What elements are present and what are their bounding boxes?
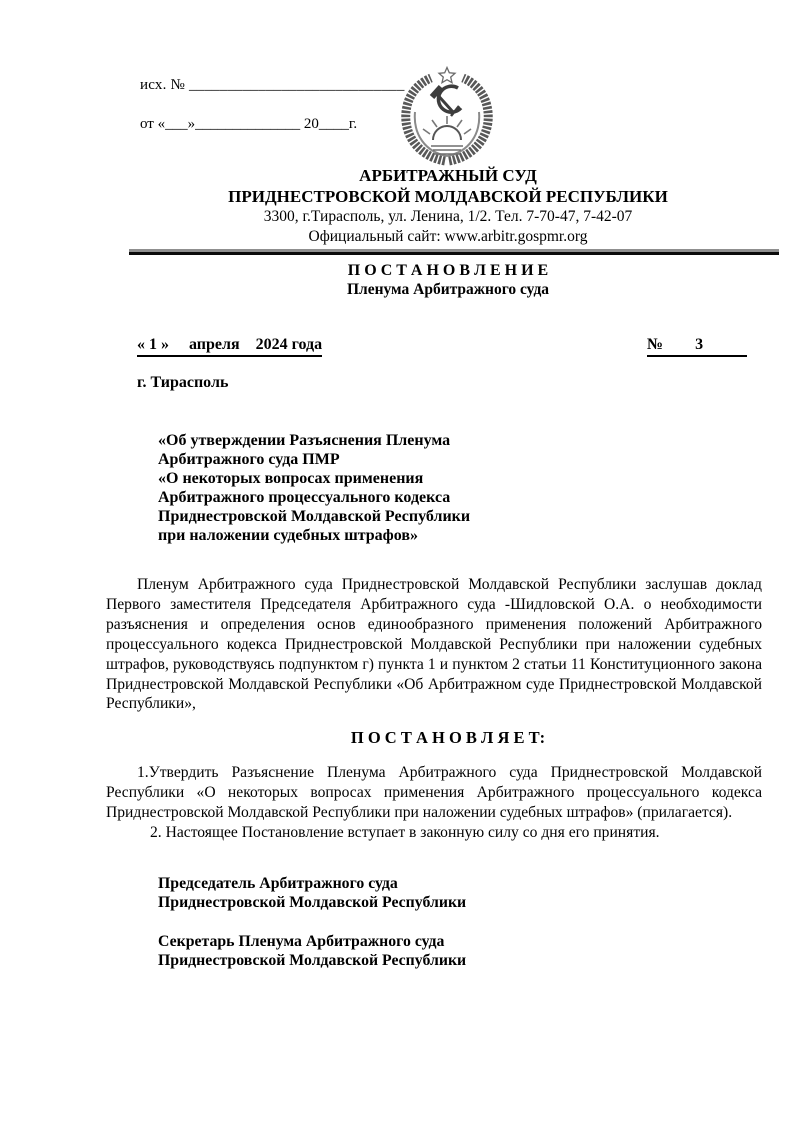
document-number: № 3 bbox=[647, 336, 747, 357]
preamble-paragraph: Пленум Арбитражного суда Приднестровской Молдавской Республики заслушав доклад Первого заместителя Председателя Арбитражного суда -Шидловской О.А. о необходимости разъяснения и определения основ единообразного применения положений Арбитражного процессуального кодекса Приднестровской Молдавской Республики при наложении судебных штрафов, руководствуясь подпунктом г) пункта 1 и пунктом 2 статьи 11 Конституционного закона Приднестровской Молдавской Республики «Об Арбитражном суде Приднестровской Молдавской Республики», bbox=[106, 576, 762, 713]
subject-line-4: Арбитражного процессуального кодекса bbox=[158, 489, 451, 506]
document-date: « 1 » апреля 2024 года bbox=[137, 336, 322, 357]
signature-block bbox=[158, 874, 466, 970]
subject-line-5: Приднестровской Молдавской Республики bbox=[158, 508, 471, 525]
subject-line-3: «О некоторых вопросах применения bbox=[158, 470, 424, 487]
subject-line-1: «Об утверждении Разъяснения Пленума bbox=[158, 432, 451, 449]
outgoing-date-line: от «___»______________ 20____г. bbox=[140, 116, 358, 132]
document-city: г. Тирасполь bbox=[137, 374, 229, 391]
outgoing-number-line: исх. № ____________________________ bbox=[140, 77, 405, 93]
reference-block bbox=[140, 76, 405, 133]
resolution-items bbox=[106, 763, 762, 843]
signature-chairman-org: Приднестровской Молдавской Республики bbox=[158, 894, 467, 912]
pmr-coat-of-arms-icon bbox=[395, 66, 499, 166]
court-name-line2: ПРИДНЕСТРОВСКОЙ МОЛДАВСКОЙ РЕСПУБЛИКИ bbox=[228, 186, 668, 206]
resolution-item-2: 2. Настоящее Постановление вступает в законную силу со дня его принятия. bbox=[150, 823, 660, 841]
document-subject bbox=[158, 431, 470, 545]
subject-line-2: Арбитражного суда ПМР bbox=[158, 451, 340, 468]
divider-thick-line bbox=[129, 252, 779, 255]
signature-secretary bbox=[158, 932, 466, 971]
signature-secretary-title: Секретарь Пленума Арбитражного суда bbox=[158, 932, 445, 950]
subject-line-6: при наложении судебных штрафов» bbox=[158, 527, 418, 544]
court-website: Официальный сайт: www.arbitr.gospmr.org bbox=[308, 227, 588, 245]
signature-secretary-org: Приднестровской Молдавской Республики bbox=[158, 951, 467, 969]
resolves-heading: П О С Т А Н О В Л Я Е Т: bbox=[350, 728, 546, 747]
court-name-line1: АРБИТРАЖНЫЙ СУД bbox=[359, 166, 537, 185]
document-kind-subtitle: Пленума Арбитражного суда bbox=[346, 281, 550, 298]
signature-chairman bbox=[158, 874, 466, 913]
court-address: 3300, г.Тирасполь, ул. Ленина, 1/2. Тел. 7-70-47, 7-42-07 bbox=[263, 208, 633, 225]
letterhead bbox=[130, 166, 766, 246]
document-kind-title: П О С Т А Н О В Л Е Н И Е bbox=[347, 262, 549, 279]
resolution-item-1: 1.Утвердить Разъяснение Пленума Арбитражного суда Приднестровской Молдавской Республики «О некоторых вопросах применения Арбитражного процессуального кодекса Приднестровской Молдавской Республики при наложении судебных штрафов» (прилагается). bbox=[106, 764, 762, 821]
coat-of-arms bbox=[395, 66, 499, 166]
letterhead-divider bbox=[129, 249, 779, 255]
signature-chairman-title: Председатель Арбитражного суда bbox=[158, 875, 398, 892]
